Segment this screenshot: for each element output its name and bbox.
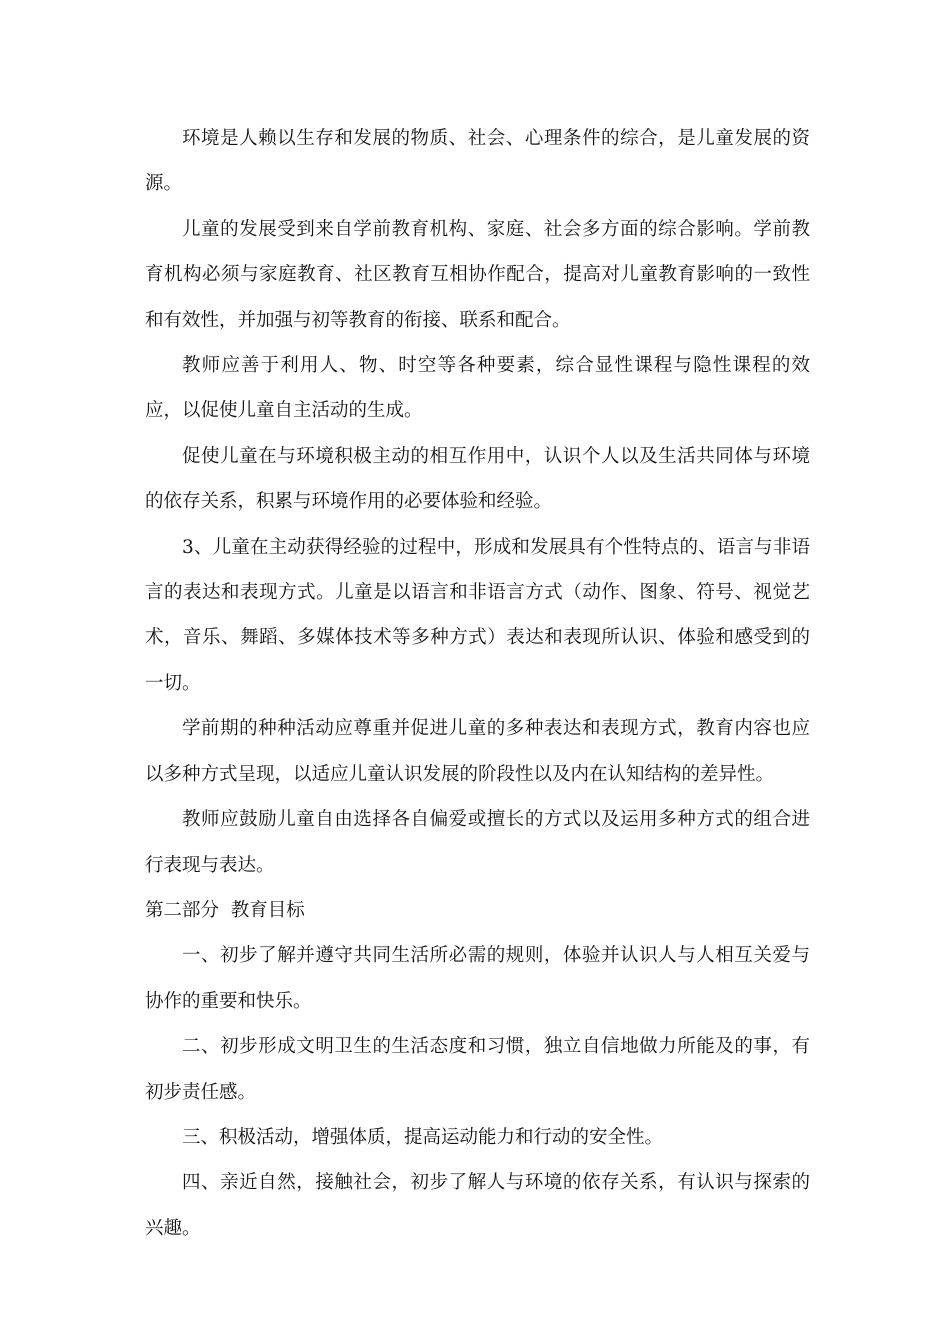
paragraph: 3、儿童在主动获得经验的过程中，形成和发展具有个性特点的、语言与非语言的表达和表现方式。儿童是以语言和非语言方式（动作、图象、符号、视觉艺术，音乐、舞蹈、多媒体技术等多种方式）表达和表现所认识、体验和感受到的一切。 — [145, 536, 810, 694]
goal-item: 三、积极活动，增强体质，提高运动能力和行动的安全性。 — [182, 1126, 664, 1148]
document-body — [145, 116, 810, 1251]
section-heading: 第二部分 教育目标 — [145, 899, 305, 921]
goal-item: 二、初步形成文明卫生的生活态度和习惯，独立自信地做力所能及的事，有初步责任感。 — [145, 1036, 810, 1103]
paragraph: 教师应善于利用人、物、时空等各种要素，综合显性课程与隐性课程的效应，以促使儿童自主活动的生成。 — [145, 355, 810, 422]
goal-item: 四、亲近自然，接触社会，初步了解人与环境的依存关系，有认识与探索的兴趣。 — [145, 1172, 810, 1239]
paragraph: 学前期的种种活动应尊重并促进儿童的多种表达和表现方式，教育内容也应以多种方式呈现，以适应儿童认识发展的阶段性以及内在认知结构的差异性。 — [145, 718, 810, 785]
paragraph: 环境是人赖以生存和发展的物质、社会、心理条件的综合，是儿童发展的资源。 — [145, 128, 810, 195]
paragraph: 教师应鼓励儿童自由选择各自偏爱或擅长的方式以及运用多种方式的组合进行表现与表达。 — [145, 809, 810, 876]
goal-item: 一、初步了解并遵守共同生活所必需的规则，体验并认识人与人相互关爱与协作的重要和快乐。 — [145, 945, 810, 1012]
paragraph: 儿童的发展受到来自学前教育机构、家庭、社会多方面的综合影响。学前教育机构必须与家庭教育、社区教育互相协作配合，提高对儿童教育影响的一致性和有效性，并加强与初等教育的衔接、联系和配合。 — [145, 218, 810, 331]
paragraph: 促使儿童在与环境积极主动的相互作用中，认识个人以及生活共同体与环境的依存关系，积累与环境作用的必要体验和经验。 — [145, 445, 810, 513]
